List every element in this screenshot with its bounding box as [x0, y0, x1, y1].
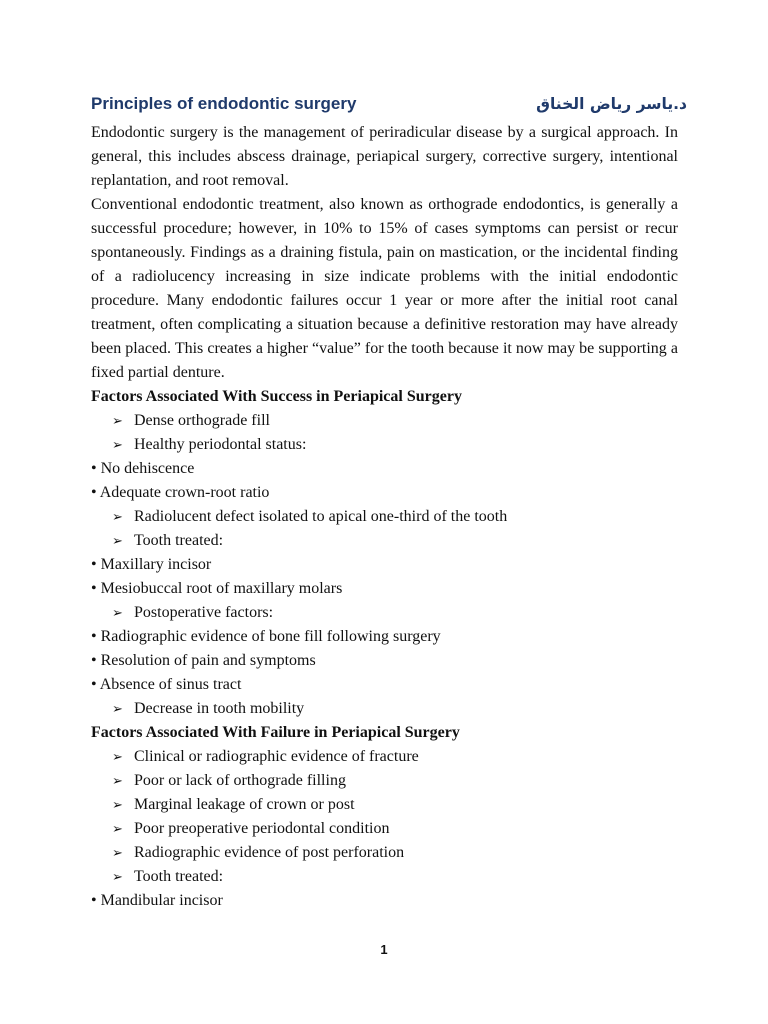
- intro-paragraph: Endodontic surgery is the management of periradicular disease by a surgical approach. In general, this includes abscess drainage, periapical surgery, corrective surgery, intentional replantation, and root removal.: [91, 124, 678, 189]
- failure-factors-heading: Factors Associated With Failure in Periapical Surgery: [91, 724, 460, 741]
- arrow-bullet-icon: ➢: [112, 773, 123, 788]
- failure-factors-list: [91, 745, 678, 913]
- success-factors-list: [91, 409, 678, 721]
- author-name: د.ياسر رياض الخناق: [536, 95, 687, 113]
- bullet-list-item: • Resolution of pain and symptoms: [91, 652, 316, 669]
- arrow-list-item: [91, 841, 678, 865]
- conventional-treatment-paragraph: Conventional endodontic treatment, also known as orthograde endodontics, is generally a successful procedure; however, in 10% to 15% of cases symptoms can persist or recur spontaneously. Findings as a draining fistula, pain on mastication, or the incidental finding of a radiolucency increasing in size indicate problems with the initial endodontic procedure. Many endodontic failures occur 1 year or more after the initial root canal treatment, often complicating a situation because a definitive restoration may have already been placed. This creates a higher “value” for the tooth because it now may be supporting a fixed partial denture.: [91, 196, 678, 381]
- arrow-list-item: [91, 529, 678, 553]
- list-item-text: Poor preoperative periodontal condition: [134, 820, 390, 837]
- page-number: 1: [380, 942, 388, 957]
- arrow-list-item: [91, 433, 678, 457]
- bullet-list-item: • Adequate crown-root ratio: [91, 484, 270, 501]
- arrow-bullet-icon: ➢: [112, 413, 123, 428]
- arrow-bullet-icon: ➢: [112, 533, 123, 548]
- arrow-list-item: [91, 409, 678, 433]
- list-item-text: Decrease in tooth mobility: [134, 700, 305, 717]
- arrow-list-item: [91, 601, 678, 625]
- arrow-list-item: [91, 865, 678, 889]
- bullet-list-item: • Mandibular incisor: [91, 892, 223, 909]
- arrow-bullet-icon: ➢: [112, 749, 123, 764]
- bullet-list-item: • Radiographic evidence of bone fill following surgery: [91, 628, 441, 645]
- bullet-list-item: • Maxillary incisor: [91, 556, 212, 573]
- document-body: [91, 121, 678, 913]
- list-item-text: Tooth treated:: [134, 532, 224, 549]
- page-title: Principles of endodontic surgery: [91, 94, 357, 113]
- arrow-bullet-icon: ➢: [112, 869, 123, 884]
- bullet-list-item: • No dehiscence: [91, 460, 195, 477]
- page-header: [91, 94, 687, 118]
- arrow-bullet-icon: ➢: [112, 797, 123, 812]
- arrow-bullet-icon: ➢: [112, 509, 123, 524]
- success-factors-heading: Factors Associated With Success in Periapical Surgery: [91, 388, 462, 405]
- list-item-text: Dense orthograde fill: [134, 412, 270, 429]
- arrow-list-item: [91, 817, 678, 841]
- arrow-bullet-icon: ➢: [112, 701, 123, 716]
- list-item-text: Clinical or radiographic evidence of fracture: [134, 748, 419, 765]
- arrow-list-item: [91, 505, 678, 529]
- arrow-bullet-icon: ➢: [112, 845, 123, 860]
- list-item-text: Postoperative factors:: [134, 604, 274, 621]
- arrow-list-item: [91, 769, 678, 793]
- arrow-bullet-icon: ➢: [112, 605, 123, 620]
- bullet-list-item: • Absence of sinus tract: [91, 676, 242, 693]
- arrow-bullet-icon: ➢: [112, 821, 123, 836]
- list-item-text: Poor or lack of orthograde filling: [134, 772, 346, 789]
- list-item-text: Marginal leakage of crown or post: [134, 796, 355, 813]
- list-item-text: Radiolucent defect isolated to apical one-third of the tooth: [134, 508, 508, 525]
- arrow-list-item: [91, 745, 678, 769]
- arrow-list-item: [91, 793, 678, 817]
- arrow-bullet-icon: ➢: [112, 437, 123, 452]
- bullet-list-item: • Mesiobuccal root of maxillary molars: [91, 580, 343, 597]
- list-item-text: Radiographic evidence of post perforation: [134, 844, 405, 861]
- list-item-text: Tooth treated:: [134, 868, 224, 885]
- arrow-list-item: [91, 697, 678, 721]
- list-item-text: Healthy periodontal status:: [134, 436, 307, 453]
